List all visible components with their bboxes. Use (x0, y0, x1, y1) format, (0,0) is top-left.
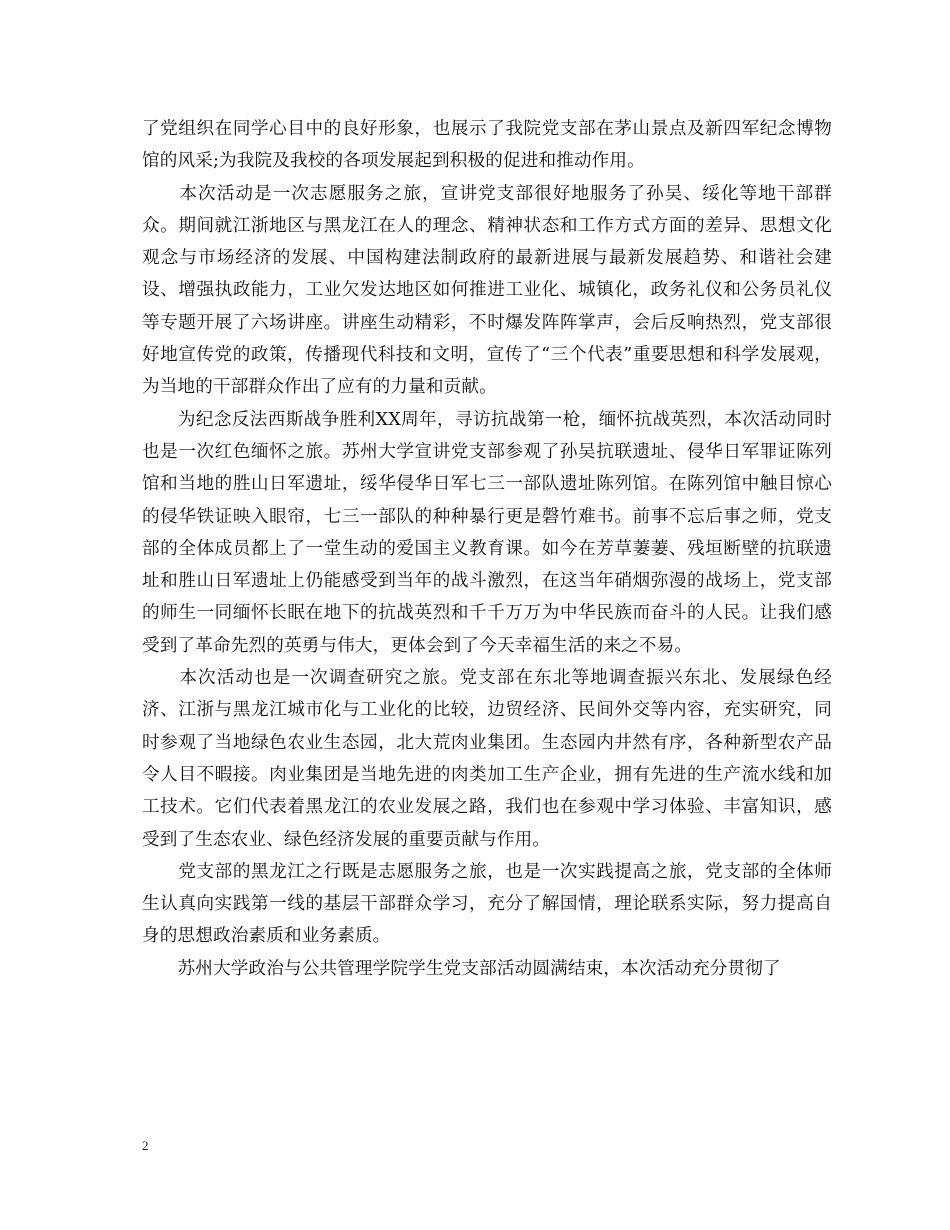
document-body (142, 113, 832, 985)
page-number: 2 (142, 1138, 149, 1153)
paragraph-red-memorial: 为纪念反法西斯战争胜利XX周年，寻访抗战第一枪，缅怀抗战英烈，本次活动同时也是一次红色缅怀之旅。苏州大学宣讲党支部参观了孙吴抗联遗址、侵华日军罪证陈列馆和当地的胜山日军遗址，绥华侵华日军七三一部队遗址陈列馆。在陈列馆中触目惊心的侵华铁证映入眼帘，七三一部队的种种暴行更是磬竹难书。前事不忘后事之师，党支部的全体成员都上了一堂生动的爱国主义教育课。如今在芳草萋萋、残垣断壁的抗联遗址和胜山日军遗址上仍能感受到当年的战斗激烈，在这当年硝烟弥漫的战场上，党支部的师生一同缅怀长眠在地下的抗战英烈和千千万万为中华民族而奋斗的人民。让我们感受到了革命先烈的英勇与伟大，更体会到了今天幸福生活的来之不易。 (142, 409, 832, 656)
paragraph-conclusion-start: 苏州大学政治与公共管理学院学生党支部活动圆满结束，本次活动充分贯彻了 (142, 958, 781, 979)
paragraph-continuation: 了党组织在同学心目中的良好形象，也展示了我院党支部在茅山景点及新四军纪念博物馆的风采;为我院及我校的各项发展起到积极的促进和推动作用。 (142, 119, 832, 172)
paragraph-practice-improvement: 党支部的黑龙江之行既是志愿服务之旅，也是一次实践提高之旅，党支部的全体师生认真向实践第一线的基层干部群众学习，充分了解国情，理论联系实际，努力提高自身的思想政治素质和业务素质。 (142, 861, 832, 947)
paragraph-volunteer-service: 本次活动是一次志愿服务之旅，宣讲党支部很好地服务了孙吴、绥化等地干部群众。期间就江浙地区与黑龙江在人的理念、精神状态和工作方式方面的差异、思想文化观念与市场经济的发展、中国构建法制政府的最新进展与最新发展趋势、和谐社会建设、增强执政能力，工业欠发达地区如何推进工业化、城镇化，政务礼仪和公务员礼仪等专题开展了六场讲座。讲座生动精彩，不时爆发阵阵掌声，会后反响热烈，党支部很好地宣传党的政策，传播现代科技和文明，宣传了“三个代表”重要思想和科学发展观，为当地的干部群众作出了应有的力量和贡献。 (142, 183, 832, 398)
paragraph-research-trip: 本次活动也是一次调查研究之旅。党支部在东北等地调查振兴东北、发展绿色经济、江浙与黑龙江城市化与工业化的比较，边贸经济、民间外交等内容，充实研究，同时参观了当地绿色农业生态园，北大荒肉业集团。生态园内井然有序，各种新型农产品令人目不暇接。肉业集团是当地先进的肉类加工生产企业，拥有先进的生产流水线和加工技术。它们代表着黑龙江的农业发展之路，我们也在参观中学习体验、丰富知识，感受到了生态农业、绿色经济发展的重要贡献与作用。 (142, 668, 832, 850)
